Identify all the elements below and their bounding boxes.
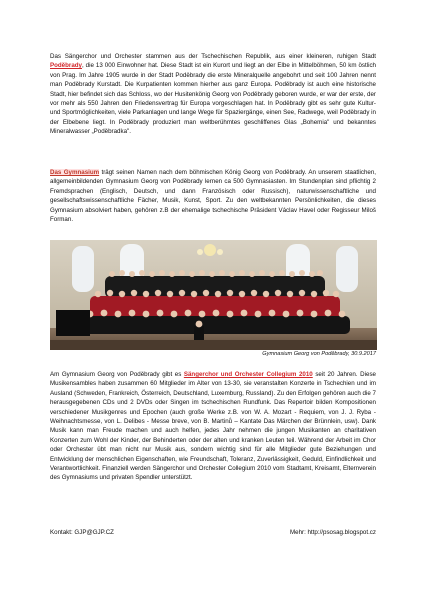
- paragraph-city: [50, 52, 376, 137]
- link-choir[interactable]: Sängerchor und Orchester Collegium 2010: [183, 371, 313, 378]
- paragraph-choir-intro: Am Gymnasium Georg von Poděbrady gibt es: [50, 371, 184, 378]
- paragraph-choir: [50, 370, 376, 483]
- paragraph-choir-body: seit 20 Jahren. Diese Musikensambles haben zusammen 60 Mitglieder im Alter von 13-30, sie veranstalten Konzerte in Tschechien und im Ausland (Schweden, Frankreich, Österreich, Deutschland, Luxemburg, Russland). Zu den Erfolgen gehören auch die 7 herausgegebenen CDs und 2 DVDs oder Singen im tschechischen Rundfunk. Das Repertoir bilden Kompositionen verschiedener Musikgenres und Epochen (auch große Werke z.B. von W. A. Mozart - Requiem, von J. J. Ryba - Weihnachtsmesse, von L. Delibes - Messe breve, von B. Martinů – Kantate Das Märchen der Brünnlein, usw). Dank Musik kann man Freude machen und auch helfen, jedes Jahr nehmen die jungen Musikanten an charitativen Konzerten zum Wohl der Kinder, der Behinderten oder der alten und kranken Leuten teil. Während der Arbeit im Chor oder Orchester übt man nicht nur Musik aus, sondern wichtig sind für alle Mitglieder gute Beziehungen und Entwicklung der menschlichen Eigenschaften, wie Freundschaft, Toleranz, Zuverlässigkeit, Geduld, Einfindlichkeit und Verantwortlichkeit. Finanziell werden Sängerchor und Orchester Collegium 2010 vom Stadtamt, Kreisamt, Elternverein des Gymnasiums und privaten Spendler unterstützt.: [50, 371, 376, 482]
- link-gymnasium[interactable]: Das Gymnasium: [50, 169, 100, 176]
- paragraph-city-intro: Das Sängerchor und Orchester stammen aus der Tschechischen Republik, aus einer kleineren, ruhigen Stadt: [50, 53, 376, 60]
- paragraph-city-body: , die 13 000 Einwohner hat. Diese Stadt ist ein Kurort und liegt an der Elbe in Mittelböhmen, 50 km östlich von Prag. Im Jahre 1905 wurde in der Stadt Poděbrady die erste Mineralquelle angebohrt und seit 100 Jahren nennt man Poděbrady Kurstadt. Die Kurpatienten kommen hierher aus ganz Europa. Poděbrady ist auch eine historische Stadt, hier befindet sich das Schloss, wo der Husitenkönig Georg von Poděbrady geboren wurde, er war der erste, der vor mehr als 550 Jahren den Friedensvertrag für Europa vorgeschlagen hat. In Poděbrady gibt es sehr gute Kultur- und Sportmöglichkeiten, viele Parkanlagen und lange Wege für Spaziergänge, einen See, Radwege, weil Poděbrady in der Elbebene liegt. In Poděbrady produziert man weltberühmtes geschliffenes Glas „Bohemia" und bekanntes Mineralwasser „Poděbradka".: [50, 62, 376, 136]
- group-photo: [50, 240, 377, 350]
- contact-email[interactable]: Kontakt: GJP@GJP.CZ: [50, 529, 114, 536]
- group-photo-image: [50, 240, 377, 350]
- blog-link[interactable]: Mehr: http://psosag.blogspot.cz: [290, 529, 376, 536]
- photo-caption: Gymnasium Georg von Poděbrady, 30.9.2017: [262, 351, 376, 357]
- paragraph-gymnasium: [50, 168, 376, 224]
- link-podebrady[interactable]: Poděbrady: [50, 62, 82, 70]
- paragraph-gymnasium-body: trägt seinen Namen nach dem böhmischen König Georg von Poděbrady. An unserem staatlichen, allgemeinbildenden Gymnasium Georg von Poděbrady lernen ca 500 Gymnasiasten. Im Stundenplan sind pflichtig 2 Fremdsprachen (Englisch, Deutsch, und dann Französisch oder Russisch), naturwissenschaftliche und gesellschaftswissenschaftliche Fächer, Musik, Kunst, Sport. Zu den weltbekannten Persönlichkeiten, die dieses Gymnasium absolviert haben, gehören z.B der ehemalige tschechische Präsident Václav Havel oder Regisseur Miloš Forman.: [50, 169, 376, 224]
